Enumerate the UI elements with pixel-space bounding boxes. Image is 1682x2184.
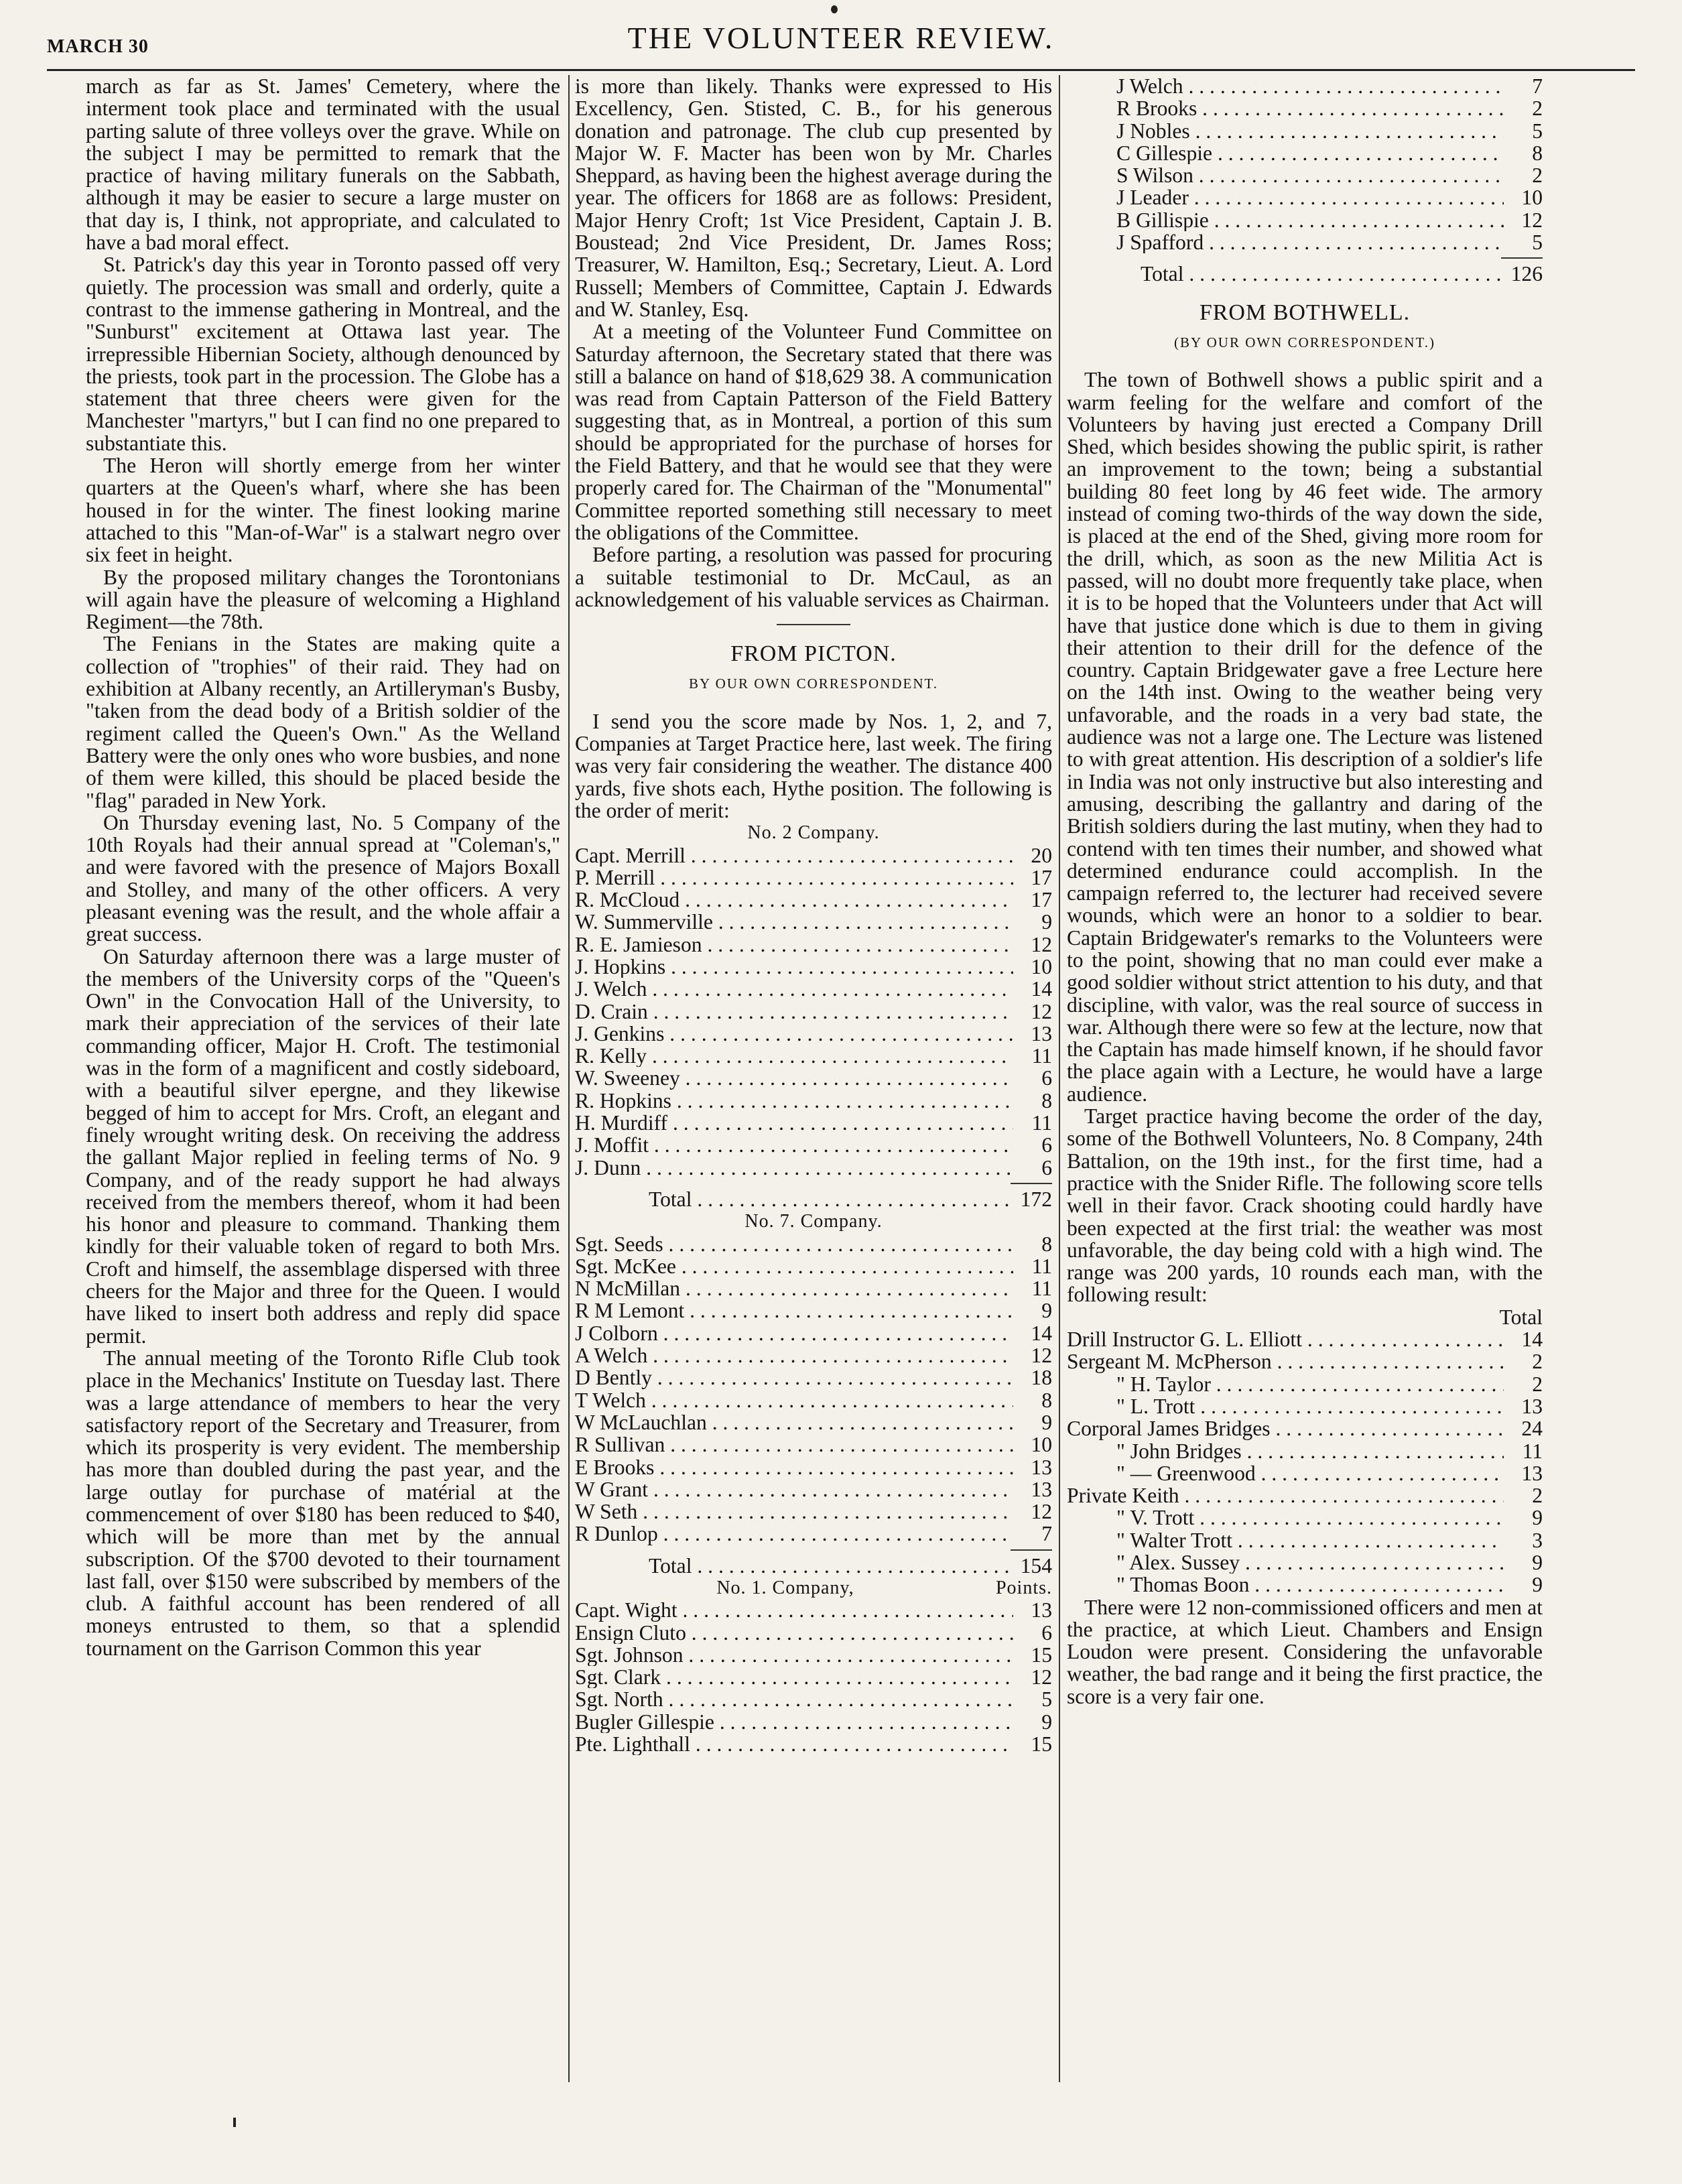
score-name: Private Keith . . .	[1067, 1484, 1504, 1506]
company-caption: No. 2 Company.	[747, 822, 880, 844]
score-row	[575, 1233, 1052, 1255]
article-paragraph: The Fenians in the States are making quite a collection of "trophies" of their raid. They had on exhibition at Albany recently, an Artilleryman's Busby, "taken from the dead body of a British soldier of the regiment called the Queen's Own." As the Welland Battery were the only ones who wore busbies, and none of them were killed, this should be placed beside the "flag" paraded in New York.	[86, 632, 560, 812]
score-row	[575, 1389, 1052, 1411]
score-row	[575, 1366, 1052, 1389]
score-value: 20	[1031, 843, 1052, 867]
score-value: 11	[1031, 1277, 1052, 1301]
score-row	[1067, 1529, 1543, 1551]
sum-rule	[1501, 257, 1543, 259]
score-row	[575, 1001, 1052, 1023]
score-value: 9	[1041, 1299, 1052, 1323]
article-paragraph: is more than likely. Thanks were expressed to His Excellency, Gen. Stisted, C. B., for his generous donation and patronage. The club cup presented by Major W. F. Macter has been won by Mr. Charles Sheppard, as having been the highest average during the year. The officers for 1868 are as follows: President, Major Henry Croft; 1st Vice President, Captain J. B. Boustead; 2nd Vice President, Dr. James Ross; Treasurer, W. Hamilton, Esq.; Secretary, Lieut. A. Lord Russell; Members of Committee, Captain J. Edwards and W. Stanley, Esq.	[575, 75, 1052, 321]
score-row	[575, 844, 1052, 866]
score-name: J Spafford . . .	[1116, 231, 1504, 253]
score-row	[575, 1322, 1052, 1344]
article-paragraph: The annual meeting of the Toronto Rifle Club took place in the Mechanics' Institute on Tuesday last. There was a large attendance of members to hear the very satisfactory report of the Secretary and Treasurer, from which its prosperity is very evident. The membership has more than doubled during the past year, and the large outlay for purchase of matérial at the commencement of over $180 has been reduced to $40, which will be more than met by the annual subscription. Of the $700 devoted to their tournament last fall, over $150 were subscribed by members of the club. A faithful account has been rendered of all moneys entrusted to them, so that a splendid tournament on the Garrison Common this year	[86, 1346, 560, 1660]
masthead-title: THE VOLUNTEER REVIEW.	[627, 21, 1055, 55]
score-name: N McMillan . . .	[575, 1277, 1013, 1299]
score-name: Drill Instructor G. L. Elliott . . .	[1067, 1328, 1504, 1350]
score-value: 9	[1532, 1506, 1543, 1530]
article-paragraph: There were 12 non-commissioned officers and men at the practice, at which Lieut. Chambers and Ensign Loudon were present. Considering the unfavorable weather, the bad range and it being the first practice, the score is a very fair one.	[1067, 1595, 1543, 1708]
score-name: Capt. Wight . . .	[575, 1599, 1013, 1621]
score-value: 9	[1041, 1410, 1052, 1434]
score-row	[1067, 75, 1543, 97]
article-paragraph: The town of Bothwell shows a public spirit and a warm feeling for the welfare and comfort of the Volunteers by having just erected a Company Drill Shed, which besides showing the public spirit, is rather an improvement to the town; being a substantial building 80 feet long by 46 feet wide. The armory instead of coming two-thirds of the way down the side, is placed at the end of the Shed, giving more room for the drill, which, as soon as the new Militia Act is passed, will no doubt more frequently take place, when it is to be hoped that the Volunteers under that Act will have that justice done which is due to them in giving their attention to their drill for the defence of the country. Captain Bridgewater gave a free Lecture here on the 14th inst. Owing to the weather being very unfavorable, and the roads in a very bad state, the audience was not a large one. The Lecture was listened to with great attention. His description of a soldier's life in India was not only instructive but also interesting and amusing, describing the gallantry and daring of the British soldiers during the last mutiny, when they had to contend with ten times their number, and showed what determined endurance could accomplish. In the campaign referred to, the lecturer had received severe wounds, which were an honor to a soldier to bear. Captain Bridgewater's remarks to the Volunteers were to the point, showing that no man could ever make a good soldier without strict attention to his duty, and that discipline, with valor, was the real source of success in war. Although there were so few at the lecture, now that the Captain has made himself known, if he should favor the place again with a Lecture, he would have a large audience.	[1067, 368, 1543, 1106]
score-row	[575, 1344, 1052, 1366]
column-1	[86, 75, 560, 2082]
score-row	[575, 1157, 1052, 1179]
score-value: 12	[1031, 999, 1052, 1023]
sum-rule	[1011, 1183, 1052, 1184]
score-value: 13	[1031, 1598, 1052, 1622]
score-name: " L. Trott . . .	[1116, 1395, 1504, 1417]
points-header: Points.	[995, 1578, 1052, 1598]
score-row	[1067, 142, 1543, 164]
score-row	[575, 1523, 1052, 1545]
score-value: 8	[1041, 1232, 1052, 1256]
correspondent-byline: BY OUR OWN CORRESPONDENT.	[688, 676, 938, 692]
score-name: D Bently . . .	[575, 1366, 1013, 1389]
score-row	[575, 1478, 1052, 1500]
column-rule-1	[568, 75, 570, 2082]
score-table-no1	[575, 1599, 1052, 1755]
article-paragraph: At a meeting of the Volunteer Fund Committee on Saturday afternoon, the Secretary stated that there was still a balance on hand of $18,629 38. A communication was read from Captain Patterson of the Field Battery suggesting that, as in Montreal, a portion of this sum should be appropriated for the purchase of horses for the Field Battery, and that he would see that they were properly cared for. The Chairman of the "Monumental" Committee reported something still necessary to meet the obligations of the Committee.	[575, 320, 1052, 544]
score-value: 2	[1532, 164, 1543, 188]
section-heading-picton: FROM PICTON.	[730, 641, 897, 667]
score-name: " John Bridges . . .	[1116, 1440, 1504, 1462]
score-value: 13	[1521, 1394, 1543, 1418]
section-heading-bothwell: FROM BOTHWELL.	[1199, 300, 1411, 325]
score-row	[1067, 1551, 1543, 1573]
score-name: J. Hopkins . . .	[575, 956, 1013, 978]
score-value: 13	[1031, 1021, 1052, 1045]
company-caption: No. 1. Company,	[716, 1578, 854, 1598]
score-row	[1067, 97, 1543, 119]
score-row	[1067, 209, 1543, 231]
company-caption: No. 7. Company.	[745, 1211, 883, 1232]
score-name: C Gillespie . . .	[1116, 142, 1504, 164]
issue-date: MARCH 30	[47, 36, 149, 57]
article-paragraph: Before parting, a resolution was passed for procuring a suitable testimonial to Dr. McCaul, as an acknowledgement of his valuable services as Chairman.	[575, 543, 1052, 611]
score-name: J Nobles . . .	[1116, 120, 1504, 142]
score-name: Sgt. Clark . . .	[575, 1666, 1013, 1688]
score-row	[575, 1433, 1052, 1456]
score-row	[575, 1644, 1052, 1666]
score-row	[1067, 1484, 1543, 1506]
score-row	[575, 1622, 1052, 1644]
score-value: 2	[1532, 1372, 1543, 1396]
score-name: J. Welch . . .	[575, 978, 1013, 1000]
score-name: Sgt. Seeds . . .	[575, 1233, 1013, 1255]
score-value: 12	[1031, 932, 1052, 956]
score-row	[575, 1500, 1052, 1523]
score-value: 6	[1041, 1620, 1052, 1645]
score-name: Sergeant M. McPherson . . .	[1067, 1350, 1504, 1372]
score-table-no1-continued	[1067, 75, 1543, 253]
score-total-row: Total . . . 172	[575, 1188, 1052, 1210]
score-row	[1067, 1462, 1543, 1484]
score-row	[575, 1456, 1052, 1478]
score-table-no2	[575, 844, 1052, 1179]
score-value: 10	[1521, 186, 1543, 210]
score-value: 8	[1532, 141, 1543, 165]
score-value: 2	[1532, 1350, 1543, 1374]
score-row	[1067, 164, 1543, 186]
score-value: 11	[1031, 1044, 1052, 1068]
score-name: R. McCloud . . .	[575, 889, 1013, 911]
score-row	[575, 1599, 1052, 1621]
score-name: R Dunlop . . .	[575, 1523, 1013, 1545]
column-3	[1067, 75, 1543, 2082]
score-value: 8	[1041, 1088, 1052, 1112]
article-paragraph: By the proposed military changes the Torontonians will again have the pleasure of welcoming a Highland Regiment—the 78th.	[86, 565, 560, 634]
ink-mark	[233, 2118, 236, 2127]
article-paragraph: march as far as St. James' Cemetery, where the interment took place and terminated with the usual parting salute of three volleys over the grave. While on the subject I may be permitted to remark that the practice of having military funerals on the Sabbath, although it may be easier to secure a large muster on that day is, I think, not appropriate, and calculated to have a bad moral effect.	[86, 75, 560, 255]
score-row	[1067, 1417, 1543, 1439]
score-name: R. Hopkins . . .	[575, 1090, 1013, 1112]
score-value: 13	[1031, 1455, 1052, 1479]
score-row	[575, 1023, 1052, 1045]
score-row	[575, 1112, 1052, 1134]
score-name: Sgt. McKee . . .	[575, 1255, 1013, 1277]
score-value: 2	[1532, 1484, 1543, 1508]
score-value: 3	[1532, 1528, 1543, 1552]
article-paragraph: I send you the score made by Nos. 1, 2, and 7, Companies at Target Practice here, last week. The firing was very fair considering the weather. The distance 400 yards, five shots each, Hythe position. The following is the order of merit:	[575, 709, 1052, 822]
score-value: 5	[1532, 231, 1543, 255]
score-row	[1067, 186, 1543, 208]
score-value: 10	[1031, 1433, 1052, 1457]
score-value: 11	[1031, 1254, 1052, 1278]
score-row	[575, 1299, 1052, 1322]
score-row	[1067, 120, 1543, 142]
score-name: " H. Taylor . . .	[1116, 1373, 1504, 1395]
score-name: P. Merrill . . .	[575, 866, 1013, 889]
score-value: 17	[1031, 865, 1052, 889]
section-divider	[777, 624, 850, 625]
score-name: R M Lemont . . .	[575, 1299, 1013, 1322]
score-name: S Wilson . . .	[1116, 164, 1504, 186]
score-value: 13	[1521, 1461, 1543, 1485]
score-name: J. Genkins . . .	[575, 1023, 1013, 1045]
score-name: Capt. Merrill . . .	[575, 844, 1013, 866]
score-value: 14	[1521, 1328, 1543, 1352]
score-name: W. Summerville . . .	[575, 911, 1013, 933]
score-name: Ensign Cluto . . .	[575, 1622, 1013, 1644]
score-name: R Brooks . . .	[1116, 97, 1504, 119]
score-value: 9	[1532, 1573, 1543, 1597]
score-value: 9	[1041, 1710, 1052, 1734]
score-value: 2	[1532, 97, 1543, 121]
column-rule-2	[1059, 75, 1060, 2082]
article-paragraph: St. Patrick's day this year in Toronto passed off very quietly. The procession was small and orderly, quite a contrast to the immense gathering in Montreal, and the "Sunburst" excitement at Ottawa last year. The irrepressible Hibernian Society, although denounced by the priests, took part in the procession. The Globe has a statement that three cheers were given for the Manchester "martyrs," but I can find no one prepared to substantiate this.	[86, 253, 560, 455]
score-name: E Brooks . . .	[575, 1456, 1013, 1478]
score-name: Corporal James Bridges . . .	[1067, 1417, 1504, 1439]
article-paragraph: On Thursday evening last, No. 5 Company of the 10th Royals had their annual spread at "Coleman's," and were favored with the presence of Majors Boxall and Stolley, and many of the other officers. A very pleasant evening was the result, and the whole affair a great success.	[86, 810, 560, 946]
score-row	[575, 1045, 1052, 1067]
score-value: 14	[1031, 977, 1052, 1001]
score-name: Sgt. Johnson . . .	[575, 1644, 1013, 1666]
score-row	[1067, 1440, 1543, 1462]
score-name: Sgt. North . . .	[575, 1688, 1013, 1710]
score-row	[1067, 231, 1543, 253]
sum-rule	[1011, 1549, 1052, 1551]
score-value: 12	[1031, 1500, 1052, 1524]
score-total-row: Total . . . 126	[1067, 263, 1543, 285]
score-name: W Grant . . .	[575, 1478, 1013, 1500]
total-column-header: Total	[1499, 1305, 1543, 1329]
header-rule	[47, 69, 1635, 71]
score-name: R Sullivan . . .	[575, 1433, 1013, 1456]
score-name: " Thomas Boon . . .	[1116, 1573, 1504, 1596]
score-name: D. Crain . . .	[575, 1001, 1013, 1023]
score-row	[575, 1688, 1052, 1710]
score-value: 9	[1532, 1551, 1543, 1574]
score-value: 6	[1041, 1133, 1052, 1157]
score-name: " — Greenwood . . .	[1116, 1462, 1504, 1484]
score-row	[575, 1411, 1052, 1433]
score-value: 13	[1031, 1477, 1052, 1501]
article-paragraph: The Heron will shortly emerge from her winter quarters at the Queen's wharf, where she has been housed in for the winter. The finest looking marine attached to this "Man-of-War" is a stalwart negro over six feet in height.	[86, 454, 560, 567]
score-value: 11	[1522, 1439, 1543, 1463]
score-name: A Welch . . .	[575, 1344, 1013, 1366]
score-row	[1067, 1395, 1543, 1417]
score-name: Pte. Lighthall . . .	[575, 1733, 1013, 1755]
score-value: 5	[1041, 1687, 1052, 1712]
score-value: 12	[1521, 208, 1543, 232]
score-value: 6	[1041, 1155, 1052, 1179]
score-name: R. Kelly . . .	[575, 1045, 1013, 1067]
score-name: J. Dunn . . .	[575, 1157, 1013, 1179]
score-row	[575, 1255, 1052, 1277]
score-row	[575, 1733, 1052, 1755]
score-name: J Welch . . .	[1116, 75, 1504, 97]
score-value: 5	[1532, 119, 1543, 143]
score-name: " Walter Trott . . .	[1116, 1529, 1504, 1551]
article-paragraph: Target practice having become the order of the day, some of the Bothwell Volunteers, No. 8 Company, 24th Battalion, on the 19th inst., for the first time, had a practice with the Snider Rifle. The following score tells well in their favor. Crack shooting could hardly have been expected at the first trial: the weather was most unfavorable, the day being cold with a high wind. The range was 200 yards, 10 rounds each man, with the following result:	[1067, 1104, 1543, 1307]
score-row	[575, 978, 1052, 1000]
score-value: 7	[1041, 1522, 1052, 1546]
score-value: 15	[1031, 1732, 1052, 1756]
score-row	[1067, 1373, 1543, 1395]
score-value: 6	[1041, 1066, 1052, 1090]
score-row	[575, 1134, 1052, 1156]
score-value: 12	[1031, 1665, 1052, 1689]
score-row	[575, 1090, 1052, 1112]
score-row	[575, 1067, 1052, 1089]
score-value: 17	[1031, 888, 1052, 912]
score-row	[575, 1711, 1052, 1733]
score-name: R. E. Jamieson . . .	[575, 934, 1013, 956]
score-value: 9	[1041, 910, 1052, 934]
score-row	[575, 911, 1052, 933]
score-value: 12	[1031, 1344, 1052, 1368]
score-name: H. Murdiff . . .	[575, 1112, 1013, 1134]
score-name: J. Moffit . . .	[575, 1134, 1013, 1156]
score-value: 8	[1041, 1388, 1052, 1412]
score-name: " Alex. Sussey . . .	[1116, 1551, 1504, 1573]
score-value: 24	[1521, 1417, 1543, 1441]
score-row	[1067, 1328, 1543, 1350]
score-name: W McLauchlan . . .	[575, 1411, 1013, 1433]
score-row	[575, 934, 1052, 956]
score-name: B Gillispie . . .	[1116, 209, 1504, 231]
correspondent-byline: (BY OUR OWN CORRESPONDENT.)	[1174, 334, 1435, 350]
score-total-row: Total . . . 154	[575, 1555, 1052, 1577]
score-name: W. Sweeney . . .	[575, 1067, 1013, 1089]
score-row	[1067, 1573, 1543, 1596]
score-row	[575, 889, 1052, 911]
score-value: 15	[1031, 1643, 1052, 1667]
score-value: 18	[1031, 1366, 1052, 1390]
score-name: J Leader . . .	[1116, 186, 1504, 208]
score-value: 7	[1532, 75, 1543, 98]
score-name: J Colborn . . .	[575, 1322, 1013, 1344]
score-table-no7	[575, 1233, 1052, 1545]
score-row	[1067, 1350, 1543, 1372]
score-value: 14	[1031, 1321, 1052, 1345]
article-paragraph: On Saturday afternoon there was a large muster of the members of the University corps of the "Queen's Own" in the Convocation Hall of the University, to mark their appreciation of the services of their late commanding officer, Major H. Croft. The testimonial was in the form of a magnificent and costly sideboard, with a beautiful silver epergne, and they likewise begged of him to accept for Mrs. Croft, an elegant and finely wrought writing desk. On receiving the address the gallant Major replied in feeling terms of No. 9 Company, and of the ready support he had always received from the members thereof, whom it had been his honor and pleasure to command. Thanking them kindly for their valuable token of regard to both Mrs. Croft and himself, the assemblage dispersed with three cheers for the Major and three for the Queen. I would have liked to insert both address and reply did space permit.	[86, 944, 560, 1348]
score-row	[575, 1666, 1052, 1688]
score-row	[575, 866, 1052, 889]
score-row	[575, 1277, 1052, 1299]
score-name: Bugler Gillespie . . .	[575, 1711, 1013, 1733]
score-name: T Welch . . .	[575, 1389, 1013, 1411]
score-value: 11	[1031, 1111, 1052, 1135]
score-row	[1067, 1506, 1543, 1529]
column-2	[575, 75, 1052, 2018]
score-name: W Seth . . .	[575, 1500, 1013, 1523]
score-table-bothwell	[1067, 1328, 1543, 1596]
score-value: 10	[1031, 954, 1052, 978]
score-row	[575, 956, 1052, 978]
company-caption-row	[575, 1577, 1052, 1599]
ink-dot	[831, 5, 838, 13]
score-name: " V. Trott . . .	[1116, 1506, 1504, 1529]
